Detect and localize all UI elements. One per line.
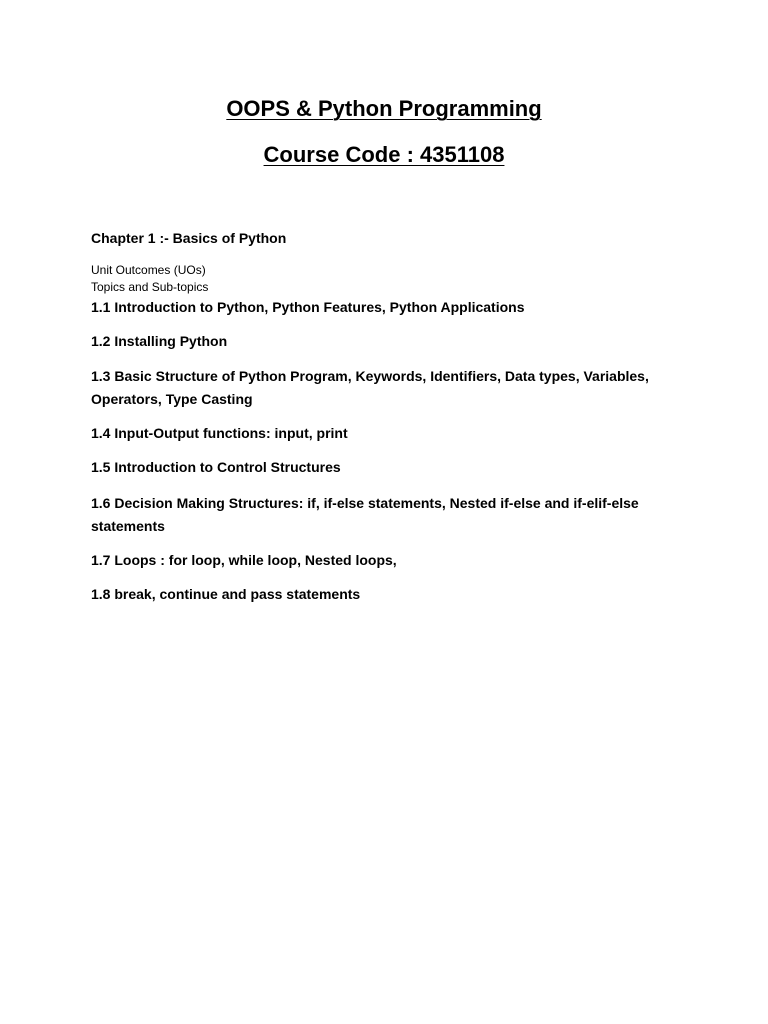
topic-item: 1.5 Introduction to Control Structures bbox=[91, 459, 341, 475]
course-code-text: Course Code : 4351108 bbox=[263, 142, 505, 167]
topic-item: 1.2 Installing Python bbox=[91, 333, 228, 349]
topic-item: 1.4 Input-Output functions: input, print bbox=[91, 425, 348, 441]
topic-item: 1.8 break, continue and pass statements bbox=[91, 586, 361, 602]
topic-item: 1.6 Decision Making Structures: if, if-else statements, Nested if-else and if-elif-else statements bbox=[91, 495, 639, 534]
topic-item: 1.3 Basic Structure of Python Program, Keywords, Identifiers, Data types, Variables, Operators, Type Casting bbox=[91, 368, 649, 407]
topic-item: 1.1 Introduction to Python, Python Features, Python Applications bbox=[91, 299, 525, 315]
course-code bbox=[0, 141, 768, 169]
document-title-text: OOPS & Python Programming bbox=[226, 96, 542, 121]
chapter-heading: Chapter 1 :- Basics of Python bbox=[91, 230, 287, 246]
document-title bbox=[0, 95, 768, 123]
unit-outcomes-label: Unit Outcomes (UOs) bbox=[91, 263, 206, 277]
topic-item: 1.7 Loops : for loop, while loop, Nested loops, bbox=[91, 552, 397, 568]
topics-heading: Topics and Sub-topics bbox=[91, 280, 209, 294]
